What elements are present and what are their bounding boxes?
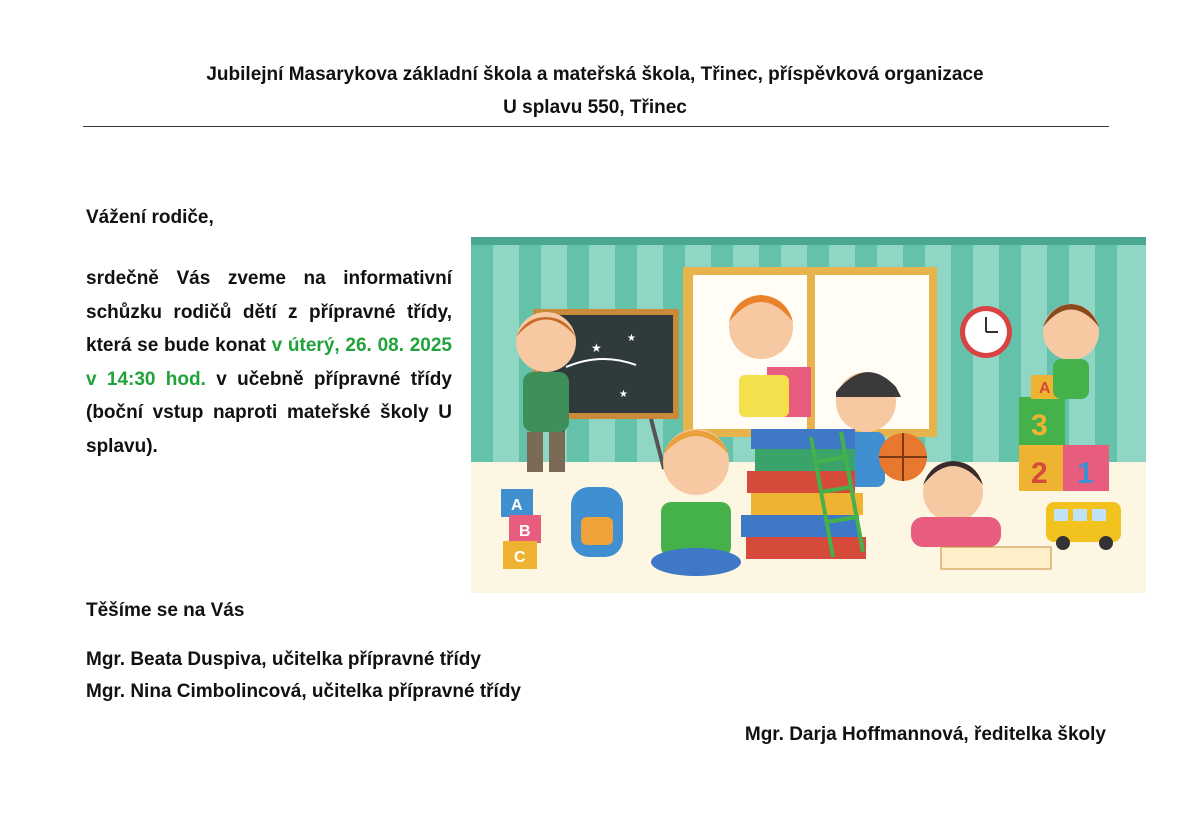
block-number-2: 2	[1031, 457, 1048, 490]
block-number-3: 3	[1031, 409, 1048, 442]
block-letter-b: B	[519, 523, 531, 540]
invitation-text	[86, 262, 452, 463]
block-letter-c: C	[514, 549, 526, 566]
book-stack	[741, 429, 866, 559]
teacher-name-2: Mgr. Nina Cimbolincová, učitelka přípravné třídy	[86, 681, 521, 702]
school-address: U splavu 550, Třinec	[503, 97, 687, 118]
header-divider	[83, 126, 1109, 127]
greeting: Vážení rodiče,	[86, 207, 214, 228]
teacher-signatures	[86, 644, 521, 708]
director-signature: Mgr. Darja Hoffmannová, ředitelka školy	[744, 724, 1106, 745]
teacher-name-1: Mgr. Beata Duspiva, učitelka přípravné třídy	[86, 649, 481, 670]
invitation-text-start: srdečně Vás zveme na informativní schůzku rodičů dětí z přípravné třídy, která se bude konat	[86, 268, 452, 356]
block-letter-a-right: A	[1039, 380, 1051, 397]
letter-header	[0, 58, 1190, 124]
svg-text:★: ★	[591, 341, 602, 355]
block-letter-a: A	[511, 497, 523, 514]
block-number-1: 1	[1077, 457, 1094, 490]
svg-text:★: ★	[627, 333, 636, 344]
invitation-text-end: v učebně přípravné třídy (boční vstup naproti mateřské školy U splavu).	[86, 368, 452, 457]
closing-line: Těšíme se na Vás	[86, 600, 245, 621]
svg-text:★: ★	[619, 389, 628, 400]
meeting-date-time: v úterý, 26. 08. 2025 v 14:30 hod.	[86, 335, 452, 390]
school-name: Jubilejní Masarykova základní škola a mateřská škola, Třinec, příspěvková organizace	[206, 64, 984, 85]
classroom-illustration	[471, 237, 1146, 593]
clock-icon	[960, 306, 1012, 358]
backpack-icon	[571, 487, 623, 557]
basketball-icon	[879, 433, 927, 481]
